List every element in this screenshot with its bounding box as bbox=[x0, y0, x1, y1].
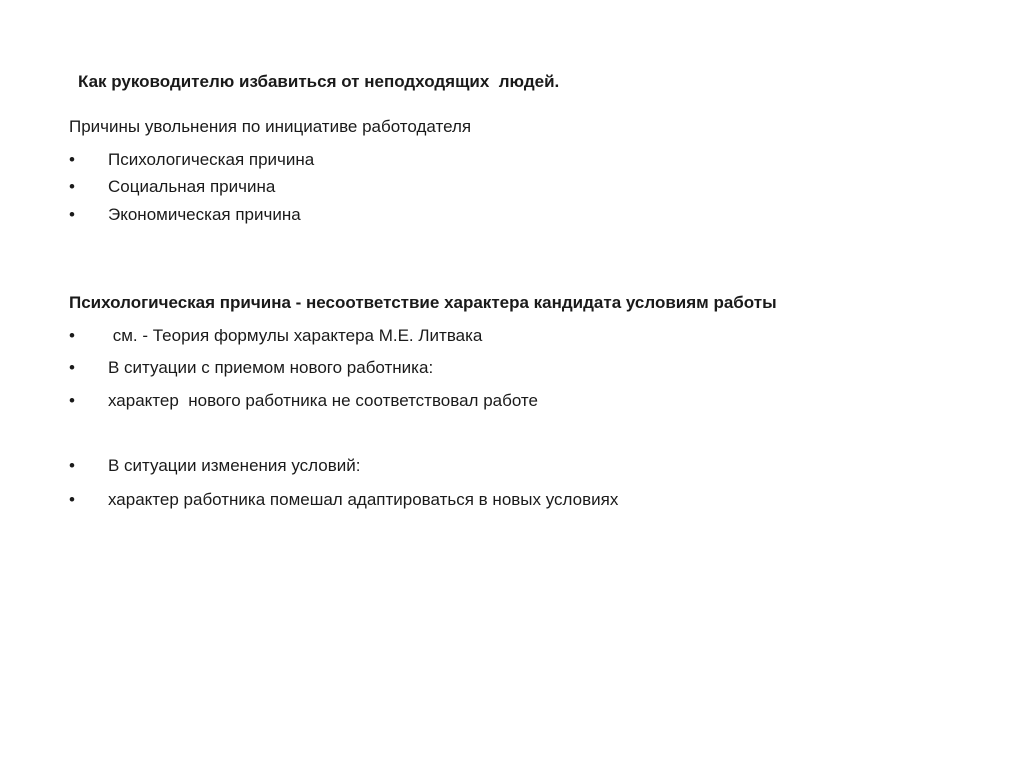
list-item-text: В ситуации с приемом нового работника: bbox=[108, 358, 434, 377]
list-item-text: Социальная причина bbox=[108, 177, 276, 196]
section2-heading: Психологическая причина - несоответствие характера кандидата условиям работы bbox=[69, 293, 777, 312]
bullet-icon: • bbox=[69, 391, 75, 410]
list-item-text: В ситуации изменения условий: bbox=[108, 456, 361, 475]
bullet-icon: • bbox=[69, 177, 75, 196]
section1-heading: Причины увольнения по инициативе работодателя bbox=[69, 117, 472, 136]
list-item-text: см. - Теория формулы характера М.Е. Литвака bbox=[108, 326, 483, 345]
bullet-icon: • bbox=[69, 150, 75, 169]
list-item bbox=[69, 490, 619, 570]
bullet-icon: • bbox=[69, 490, 75, 509]
bullet-icon: • bbox=[69, 358, 75, 377]
list-item bbox=[69, 205, 301, 285]
list-item-text: характер нового работника не соответствовал работе bbox=[108, 391, 538, 410]
bullet-icon: • bbox=[69, 205, 75, 224]
bullet-icon: • bbox=[69, 456, 75, 475]
bullet-icon: • bbox=[69, 326, 75, 345]
list-item-text: Экономическая причина bbox=[108, 205, 301, 224]
slide-title: Как руководителю избавиться от неподходящих людей. bbox=[78, 72, 560, 91]
list-item-text: Психологическая причина bbox=[108, 150, 315, 169]
list-item-text: характер работника помешал адаптироваться в новых условиях bbox=[108, 490, 619, 509]
